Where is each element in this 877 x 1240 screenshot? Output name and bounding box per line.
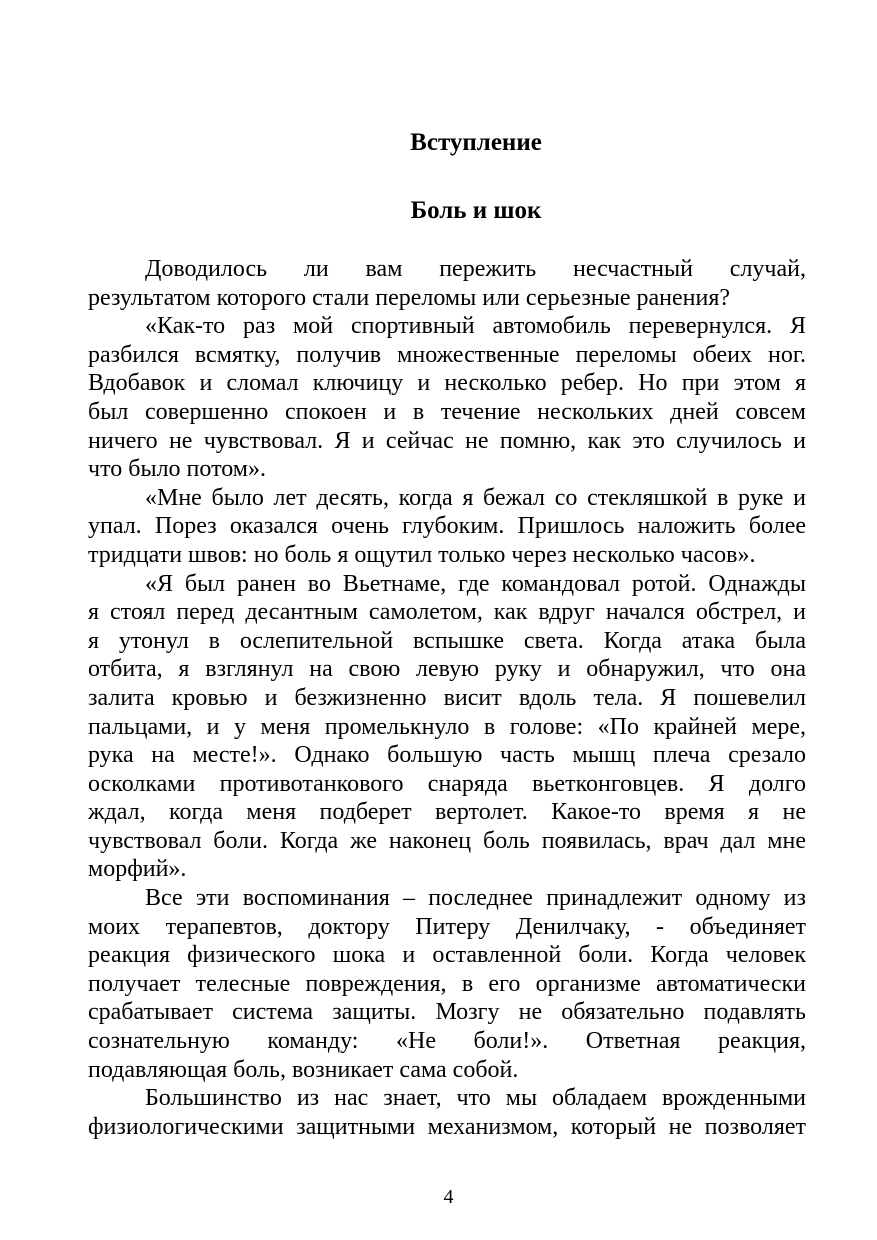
- text-line: морфий».: [88, 856, 187, 883]
- text-line: залита кровью и безжизненно висит вдоль тела. Я пошевелил: [88, 684, 806, 711]
- text-line: результатом которого стали переломы или серьезные ранения?: [88, 284, 731, 311]
- text-line: был совершенно спокоен и в течение нескольких дней совсем: [88, 398, 806, 425]
- text-line: я стоял перед десантным самолетом, как вдруг начался обстрел, и: [88, 599, 806, 626]
- paragraph: [88, 312, 806, 484]
- body-text: [88, 255, 806, 1141]
- paragraph: [88, 1084, 806, 1141]
- paragraph: [88, 484, 806, 570]
- text-line: моих терапевтов, доктору Питеру Денилчаку, - объединяет: [88, 913, 806, 940]
- text-line: ничего не чувствовал. Я и сейчас не помню, как это случилось и: [88, 427, 806, 454]
- text-line: Большинство из нас знает, что мы обладаем врожденными: [145, 1085, 806, 1112]
- chapter-title: Вступление: [410, 129, 542, 156]
- text-line: срабатывает система защиты. Мозгу не обязательно подавлять: [88, 999, 806, 1026]
- text-line: упал. Порез оказался очень глубоким. Пришлось наложить более: [88, 513, 806, 540]
- text-line: «Я был ранен во Вьетнаме, где командовал ротой. Однажды: [145, 570, 806, 597]
- text-line: Все эти воспоминания – последнее принадлежит одному из: [145, 885, 806, 912]
- paragraph: [88, 884, 806, 1084]
- text-line: сознательную команду: «Не боли!». Ответная реакция,: [88, 1028, 806, 1055]
- paragraph: [88, 570, 806, 885]
- text-line: физиологическими защитными механизмом, который не позволяет: [88, 1113, 806, 1140]
- text-line: ждал, когда меня подберет вертолет. Какое-то время я не: [88, 799, 806, 826]
- page-number: 4: [443, 1186, 454, 1208]
- text-line: разбился всмятку, получив множественные переломы обеих ног.: [88, 341, 806, 368]
- text-line: чувствовал боли. Когда же наконец боль появилась, врач дал мне: [88, 827, 806, 854]
- text-line: реакция физического шока и оставленной боли. Когда человек: [88, 942, 806, 969]
- text-line: Доводилось ли вам пережить несчастный случай,: [145, 256, 806, 282]
- text-line: «Мне было лет десять, когда я бежал со стекляшкой в руке и: [145, 484, 806, 511]
- text-line: я утонул в ослепительной вспышке света. Когда атака была: [88, 627, 806, 654]
- section-title: Боль и шок: [410, 197, 542, 224]
- text-line: подавляющая боль, возникает сама собой.: [88, 1056, 519, 1083]
- text-line: осколками противотанкового снаряда вьетконговцев. Я долго: [88, 770, 806, 797]
- text-line: получает телесные повреждения, в его организме автоматически: [88, 970, 806, 997]
- text-line: рука на месте!». Однако большую часть мышц плеча срезало: [88, 742, 806, 769]
- text-line: пальцами, и у меня промелькнуло в голове: «По крайней мере,: [88, 713, 806, 740]
- text-line: «Как-то раз мой спортивный автомобиль перевернулся. Я: [145, 313, 806, 340]
- paragraph: [88, 255, 806, 312]
- text-line: отбита, я взглянул на свою левую руку и обнаружил, что она: [88, 656, 806, 683]
- text-line: что было потом».: [88, 456, 266, 483]
- text-line: тридцати швов: но боль я ощутил только через несколько часов».: [88, 541, 756, 568]
- text-line: Вдобавок и сломал ключицу и несколько ребер. Но при этом я: [88, 370, 806, 397]
